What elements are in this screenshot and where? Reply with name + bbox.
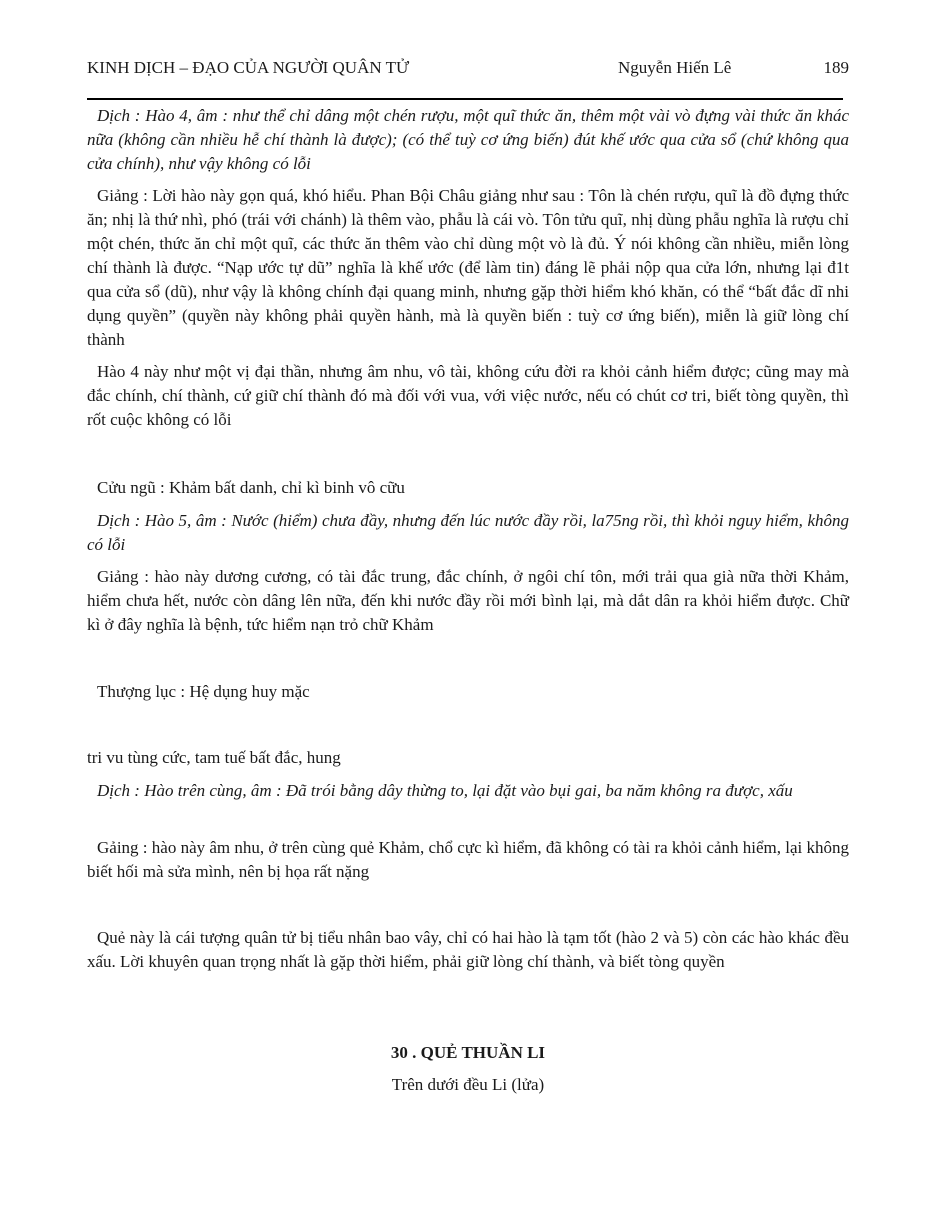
author-name: Nguyễn Hiến Lê (618, 58, 732, 77)
section-subtitle: Trên dưới đều Li (lửa) (391, 1075, 545, 1094)
paragraph-commentary-hao-5: Giảng : hào này dương cương, có tài đắc trung, đắc chính, ở ngôi chí tôn, mới trải qua già nữa thời Khảm, hiểm chưa hết, nước còn dâng lên nữa, đến khi nước đầy rồi mới bình lại, mà dắt dân ra khỏi hiểm được. Chữ kì ở đây nghĩa là bệnh, tức hiểm nạn trỏ chữ Khảm (87, 567, 849, 634)
running-header (87, 57, 849, 81)
section-title: 30 . QUẺ THUẦN LI (390, 1043, 546, 1062)
paragraph-commentary-hao-4: Giảng : Lời hào này gọn quá, khó hiểu. Phan Bội Châu giảng như sau : Tôn là chén rượu, quĩ là đồ đựng thức ăn; nhị là thứ nhì, phó (trái với chánh) là thêm vào, phẫu là cái vò. Tôn tửu quĩ, nhị dùng phẫu nghĩa là rượu chỉ một chén, thức ăn chỉ một quĩ, các thức ăn thêm vào chỉ dùng một vò là đủ. Ý nói không cần nhiều, miễn lòng chí thành là được. “Nạp ước tự dũ” nghĩa là khế ước (để làm tin) đáng lẽ phải nộp qua cửa lớn, nhưng lại đ1t qua cửa sổ (dũ), như vậy là không chính đại quang minh, nhưng gặp thời hiểm khó khăn, có thể “bất đắc dĩ nhi dụng quyền” (quyền này không phải quyền hành, mà là quyền biến : tuỳ cơ ứng biến), miễn là giữ lòng chí thành (87, 186, 849, 349)
header-rule (87, 98, 843, 100)
paragraph-thuong-luc: Thượng lục : Hệ dụng huy mặc (97, 682, 310, 701)
paragraph-translation-top-hao: Dịch : Hào trên cùng, âm : Đã trói bằng dây thừng to, lại đặt vào bụi gai, ba năm không ra được, xấu (97, 781, 793, 800)
book-title: KINH DỊCH – ĐẠO CỦA NGƯỜI QUÂN TỬ (87, 58, 410, 77)
paragraph-translation-hao-5: Dịch : Hào 5, âm : Nước (hiểm) chưa đầy, nhưng đến lúc nước đầy rồi, la75ng rồi, thì khỏi nguy hiểm, không có lỗi (87, 511, 849, 554)
page-number: 189 (823, 58, 849, 77)
paragraph-cuu-ngu: Cửu ngũ : Khảm bất danh, chỉ kì binh vô cữu (97, 478, 405, 497)
paragraph-thuong-luc-cont: tri vu tùng cức, tam tuế bất đắc, hung (87, 748, 341, 767)
paragraph-hao-4-summary: Hào 4 này như một vị đại thần, nhưng âm nhu, vô tài, không cứu đời ra khỏi cảnh hiểm được; cũng may mà đắc chính, chí thành, cứ giữ chí thành đó mà đối với vua, với việc nước, nếu có chút cơ tri, biết tòng quyền, thì rốt cuộc không có lỗi (87, 362, 849, 429)
paragraph-commentary-top-hao: Gảing : hào này âm nhu, ở trên cùng quẻ Khảm, chổ cực kì hiểm, đã không có tài ra khỏi cảnh hiểm, lại không biết hối mà sửa mình, nên bị họa rất nặng (87, 838, 849, 881)
paragraph-hexagram-summary: Quẻ này là cái tượng quân tử bị tiểu nhân bao vây, chỉ có hai hào là tạm tốt (hào 2 và 5) còn các hào khác đều xấu. Lời khuyên quan trọng nhất là gặp thời hiểm, phải giữ lòng chí thành, và biết tòng quyền (87, 928, 849, 971)
paragraph-translation-hao-4: Dịch : Hào 4, âm : như thể chỉ dâng một chén rượu, một quĩ thức ăn, thêm một vài vò đựng vài thức ăn khác nữa (không cần nhiều hễ chí thành là được); (có thể tuỳ cơ ứng biến) đút khế ước qua cửa sổ (chứ không qua cửa chính), như vậy không có lỗi (87, 106, 849, 173)
